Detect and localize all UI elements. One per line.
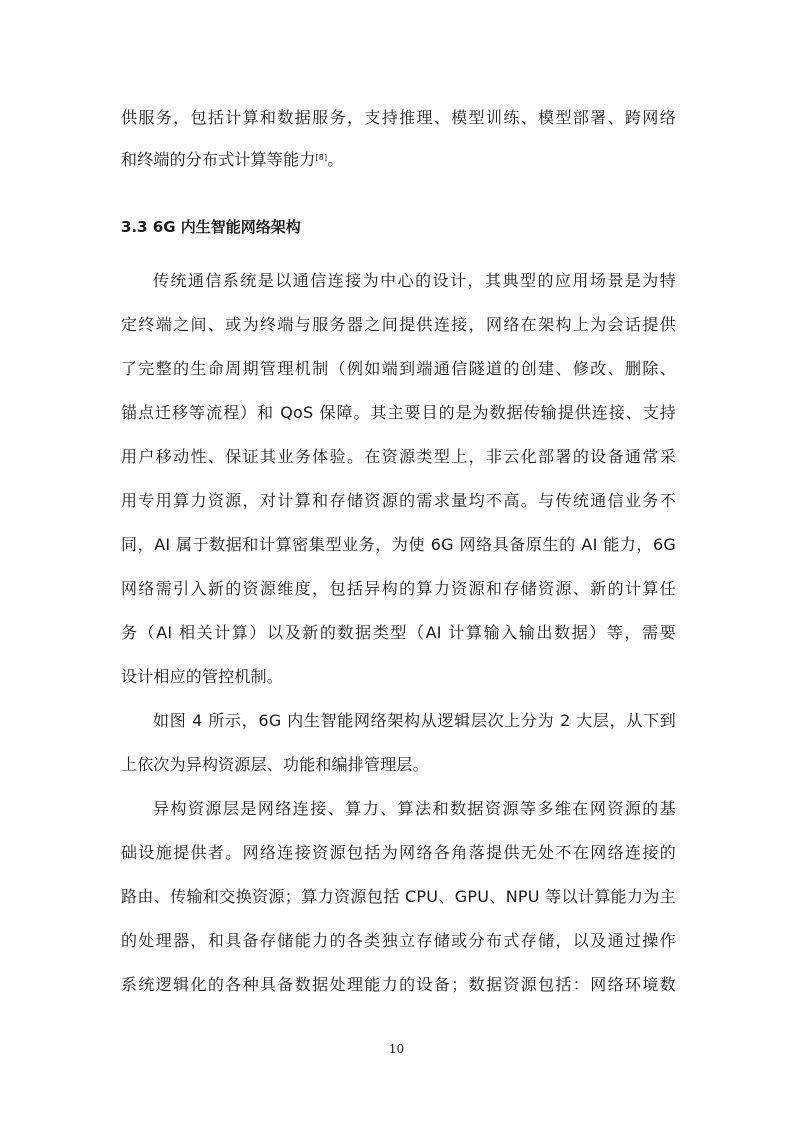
paragraph-line: 异构资源层是网络连接、算力、算法和数据资源等多维在网资源的基	[153, 799, 676, 818]
paragraph-line: 供服务，包括计算和数据服务，支持推理、模型训练、模型部署、跨网络	[121, 108, 676, 127]
paragraph-line: 的处理器，和具备存储能力的各类独立存储或分布式存储，以及通过操作	[121, 931, 676, 950]
paragraph-line: 如图 4 所示，6G 内生智能网络架构从逻辑层次上分为 2 大层，从下到	[153, 711, 676, 730]
paragraph-line: 务（AI 相关计算）以及新的数据类型（AI 计算输入输出数据）等，需要	[121, 623, 676, 642]
section-heading: 3.3 6G 内生智能网络架构	[121, 218, 301, 236]
paragraph-line: 传统通信系统是以通信连接为中心的设计，其典型的应用场景是为特	[153, 271, 676, 290]
paragraph-line: 路由、传输和交换资源；算力资源包括 CPU、GPU、NPU 等以计算能力为主	[121, 887, 676, 906]
paragraph-line: 上依次为异构资源层、功能和编排管理层。	[121, 755, 429, 774]
paragraph-line: 同，AI 属于数据和计算密集型业务，为使 6G 网络具备原生的 AI 能力，6G	[121, 535, 676, 554]
paragraph-line: 网络需引入新的资源维度，包括异构的算力资源和存储资源、新的计算任	[121, 579, 676, 598]
paragraph-line: 用专用算力资源，对计算和存储资源的需求量均不高。与传统通信业务不	[121, 491, 676, 510]
paragraph-line: 础设施提供者。网络连接资源包括为网络各角落提供无处不在网络连接的	[121, 843, 676, 862]
citation-reference[interactable]: [8]	[315, 153, 328, 162]
paragraph-line: 了完整的生命周期管理机制（例如端到端通信隧道的创建、修改、删除、	[121, 359, 676, 378]
paragraph-text: 和终端的分布式计算等能力	[121, 150, 316, 169]
paragraph-line: 用户移动性、保证其业务体验。在资源类型上，非云化部署的设备通常采	[121, 447, 676, 466]
paragraph-line: 定终端之间、或为终端与服务器之间提供连接，网络在架构上为会话提供	[121, 315, 676, 334]
paragraph-line: 系统逻辑化的各种具备数据处理能力的设备；数据资源包括：网络环境数	[121, 975, 676, 994]
paragraph-text: 。	[327, 150, 344, 169]
paragraph-line: 设计相应的管控机制。	[121, 667, 284, 686]
paragraph-line: 锚点迁移等流程）和 QoS 保障。其主要目的是为数据传输提供连接、支持	[121, 403, 676, 422]
page-number: 10	[388, 1042, 405, 1056]
paragraph-line	[121, 150, 676, 170]
